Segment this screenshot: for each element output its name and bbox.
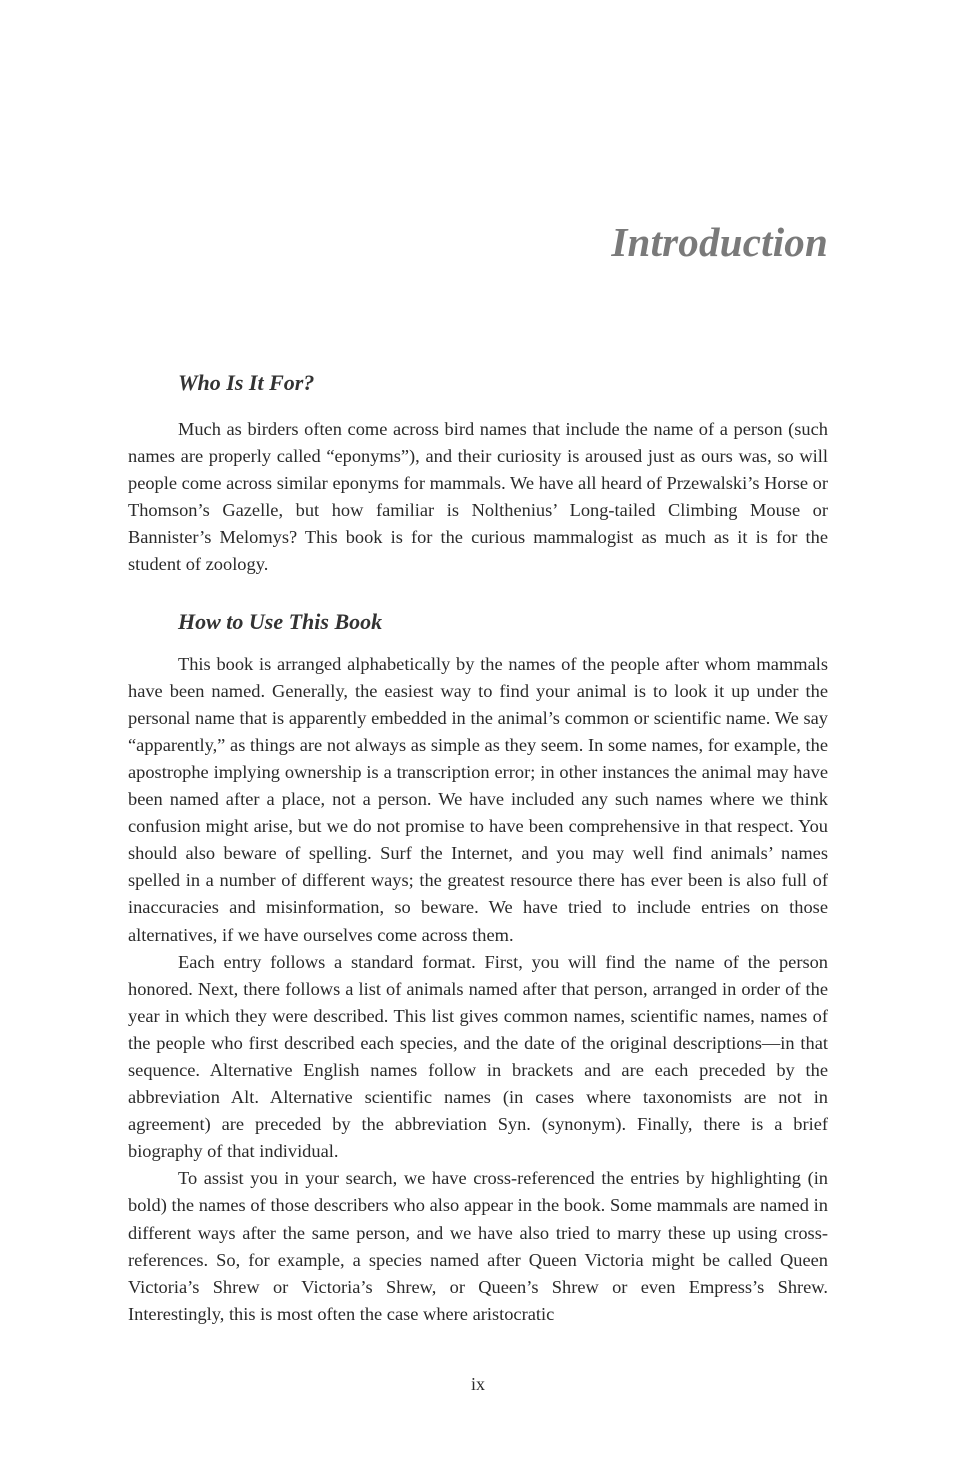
section-heading-who-is-it-for: Who Is It For? [178,370,315,395]
section-heading-how-to-use: How to Use This Book [178,608,383,634]
paragraph: Much as birders often come across bird names that include the name of a person (such names are properly called “eponyms”), and their curiosity is aroused just as ours was, so will people come across similar eponyms for mammals. We have all heard of Przewalski’s Horse or Thomson’s Gazelle, but how familiar is Nolthenius’ Long-tailed Climbing Mouse or Bannister’s Melomys? This book is for the curious mammalogist as much as it is for the student of zoology. [128,419,828,575]
chapter-title: Introduction [611,219,828,265]
paragraph: This book is arranged alphabetically by the names of the people after whom mammals have been named. Generally, the easiest way to find your animal is to look it up under the personal name that is apparently embedded in the animal’s common or scientific name. We say “apparently,” as things are not always as simple as they seem. In some names, for example, the apostrophe implying ownership is a transcription error; in other instances the animal may have been named after a place, not a person. We have included any such names where we think confusion might arise, but we do not promise to have been comprehensive in that respect. You should also beware of spelling. Surf the Internet, and you may well find animals’ names spelled in a number of different ways; the greatest resource there has ever been is also full of inaccuracies and misinformation, so beware. We have tried to include entries on those alternatives, if we have ourselves come across them. [128,653,828,945]
paragraph: Each entry follows a standard format. First, you will find the name of the person honored. Next, there follows a list of animals named after that person, arranged in order of the year in which they were described. This list gives common names, scientific names, names of the people who first described each species, and the date of the original descriptions—in that sequence. Alternative English names follow in brackets and are each preceded by the abbreviation Alt. Alternative scientific names (in cases where taxonomists are not in agreement) are preceded by the abbreviation Syn. (synonym). Finally, there is a brief biography of that individual. [128,951,828,1162]
page-number: ix [470,1374,485,1394]
body-text [128,366,828,1328]
paragraph: To assist you in your search, we have cross-referenced the entries by highlighting (in bold) the names of those describers who also appear in the book. Some mammals are named in different ways after the same person, and we have also tried to marry these up using cross-references. So, for example, a species named after Queen Victoria might be called Queen Victoria’s Shrew or Victoria’s Shrew, or Queen’s Shrew or even Empress’s Shrew. Interestingly, this is most often the case where aristocratic [128,1168,828,1324]
